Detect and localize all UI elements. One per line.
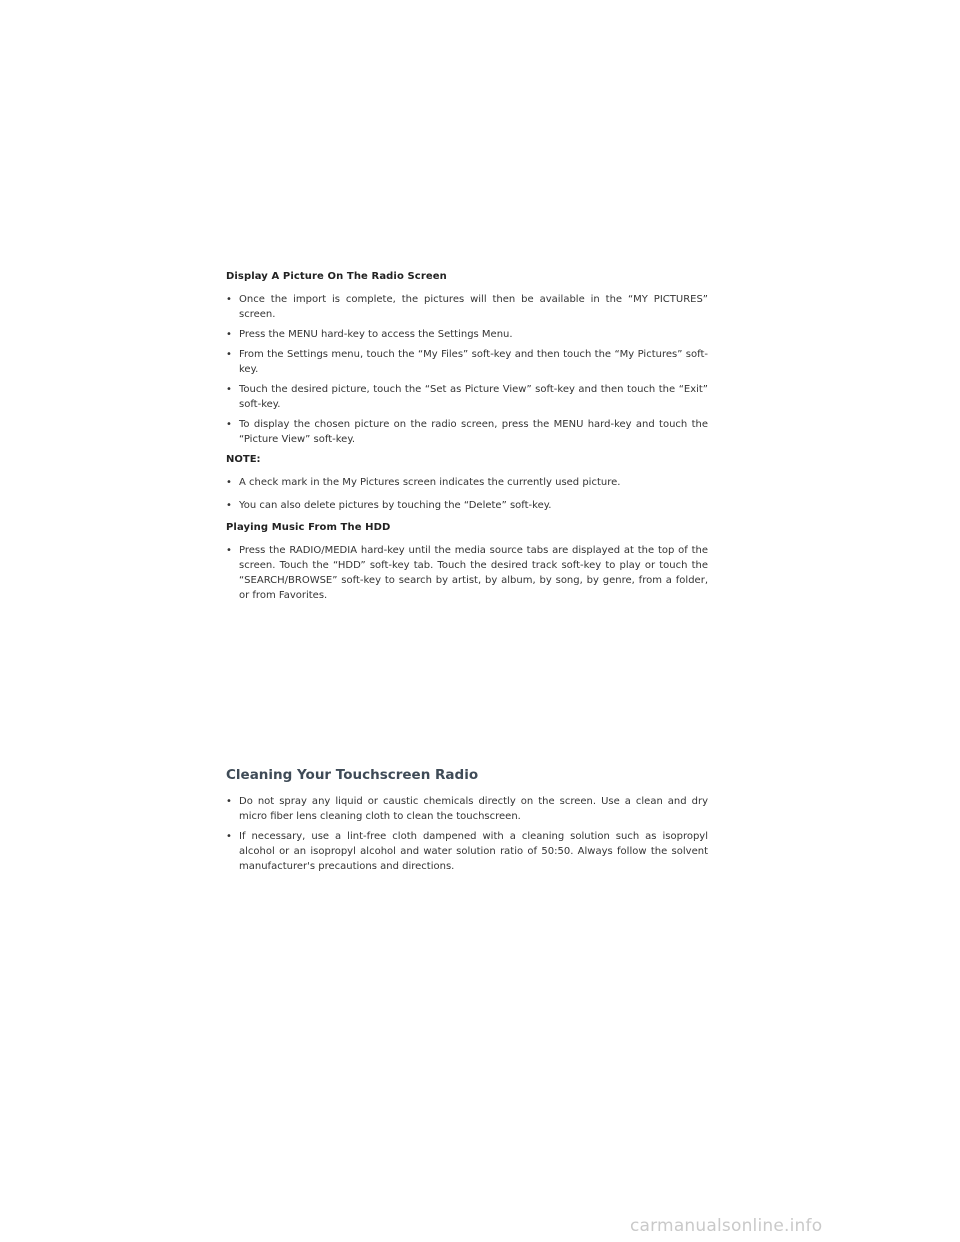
note-label: NOTE:: [226, 454, 261, 465]
bullet-icon: •: [226, 329, 232, 340]
list-item: [226, 417, 708, 447]
bullet-icon: •: [226, 500, 232, 511]
section-title-cleaning: Cleaning Your Touchscreen Radio: [226, 767, 479, 783]
list-item: [226, 829, 708, 874]
bullet-list-display-picture: [226, 292, 708, 447]
bullet-icon: •: [226, 545, 232, 556]
list-item: [226, 327, 708, 342]
list-item-text: Press the RADIO/MEDIA hard-key until the media source tabs are displayed at the top of the screen. Touch the “HDD” soft-key tab. Touch the desired track soft-key to play or touch the “SEARCH/BROWSE” soft-key to search by artist, by album, by song, by genre, from a folder, or from Favorites.: [239, 545, 708, 601]
bullet-icon: •: [226, 477, 232, 488]
list-item-text: You can also delete pictures by touching the “Delete” soft-key.: [239, 500, 552, 511]
bullet-icon: •: [226, 294, 232, 305]
list-item-text: Once the import is complete, the pictures will then be available in the “MY PICTURES” screen.: [239, 294, 708, 320]
bullet-icon: •: [226, 349, 232, 360]
list-item: [226, 498, 708, 513]
list-item: [226, 543, 708, 603]
bullet-list-playing-music: [226, 543, 708, 603]
list-item-text: If necessary, use a lint-free cloth dampened with a cleaning solution such as isopropyl alcohol or an isopropyl alcohol and water solution ratio of 50:50. Always follow the solvent manufacturer's precautions and directions.: [239, 831, 708, 872]
section-heading-playing-music: Playing Music From The HDD: [226, 522, 391, 533]
bullet-icon: •: [226, 796, 232, 807]
list-item: [226, 347, 708, 377]
bullet-list-note: [226, 475, 708, 513]
list-item-text: To display the chosen picture on the radio screen, press the MENU hard-key and touch the “Picture View” soft-key.: [239, 419, 708, 445]
list-item-text: From the Settings menu, touch the “My Files” soft-key and then touch the “My Pictures” soft-key.: [239, 349, 708, 375]
list-item-text: Do not spray any liquid or caustic chemicals directly on the screen. Use a clean and dry micro fiber lens cleaning cloth to clean the touchscreen.: [239, 796, 708, 822]
bullet-icon: •: [226, 384, 232, 395]
list-item: [226, 794, 708, 824]
bullet-list-cleaning: [226, 794, 708, 874]
list-item-text: A check mark in the My Pictures screen indicates the currently used picture.: [239, 477, 621, 488]
watermark-text: carmanualsonline.info: [630, 1216, 823, 1236]
content-column-top: [226, 270, 708, 608]
list-item: [226, 292, 708, 322]
list-item-text: Press the MENU hard-key to access the Settings Menu.: [239, 329, 513, 340]
list-item: [226, 475, 708, 490]
section-heading-display-picture: Display A Picture On The Radio Screen: [226, 271, 447, 282]
bullet-icon: •: [226, 419, 232, 430]
list-item: [226, 382, 708, 412]
list-item-text: Touch the desired picture, touch the “Set as Picture View” soft-key and then touch the “Exit” soft-key.: [239, 384, 708, 410]
bullet-icon: •: [226, 831, 232, 842]
content-column-cleaning: [226, 766, 708, 879]
